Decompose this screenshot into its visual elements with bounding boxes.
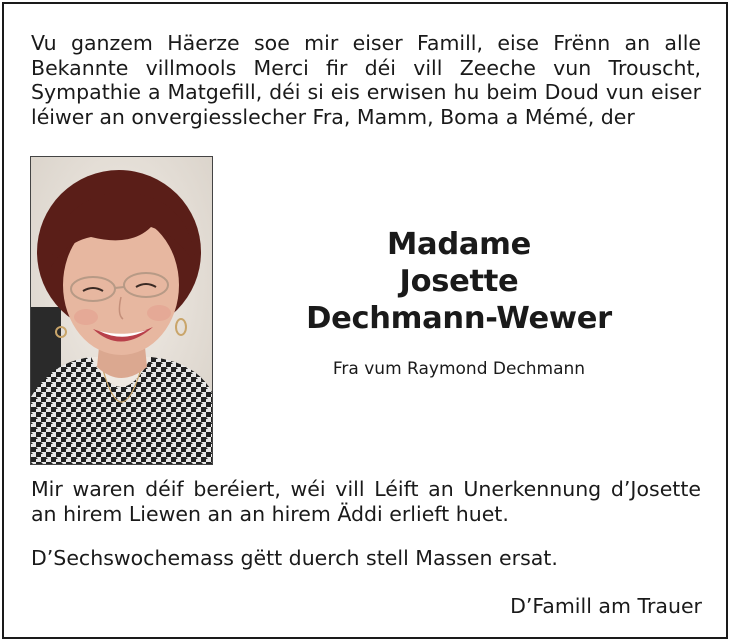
name-surname: Dechmann-Wewer — [306, 301, 612, 336]
portrait-photo — [30, 156, 213, 465]
deceased-name — [234, 226, 684, 337]
obituary-notice — [2, 2, 728, 639]
outro-paragraph: Mir waren déif beréiert, wéi vill Léift an Unerkennung d’Josette an hirem Liewen an an hirem Äddi erlieft huet. — [31, 477, 701, 526]
name-first: Josette — [399, 264, 519, 299]
intro-paragraph: Vu ganzem Häerze soe mir eiser Famill, eise Frënn an alle Bekannte villmools Merci fir déi vill Zeeche vun Trouscht, Sympathie a Matgefill, déi si eis erwisen hu beim Doud vun eiser léiwer an onvergiesslecher Fra, Mamm, Boma a Mémé, der — [31, 31, 701, 129]
family-signature: D’Famill am Trauer — [510, 594, 702, 618]
spouse-line: Fra vum Raymond Dechmann — [332, 359, 586, 379]
portrait-image — [31, 157, 212, 464]
name-title: Madame — [386, 227, 531, 262]
mass-notice: D’Sechswochemass gëtt duerch stell Massen ersat. — [31, 546, 558, 570]
